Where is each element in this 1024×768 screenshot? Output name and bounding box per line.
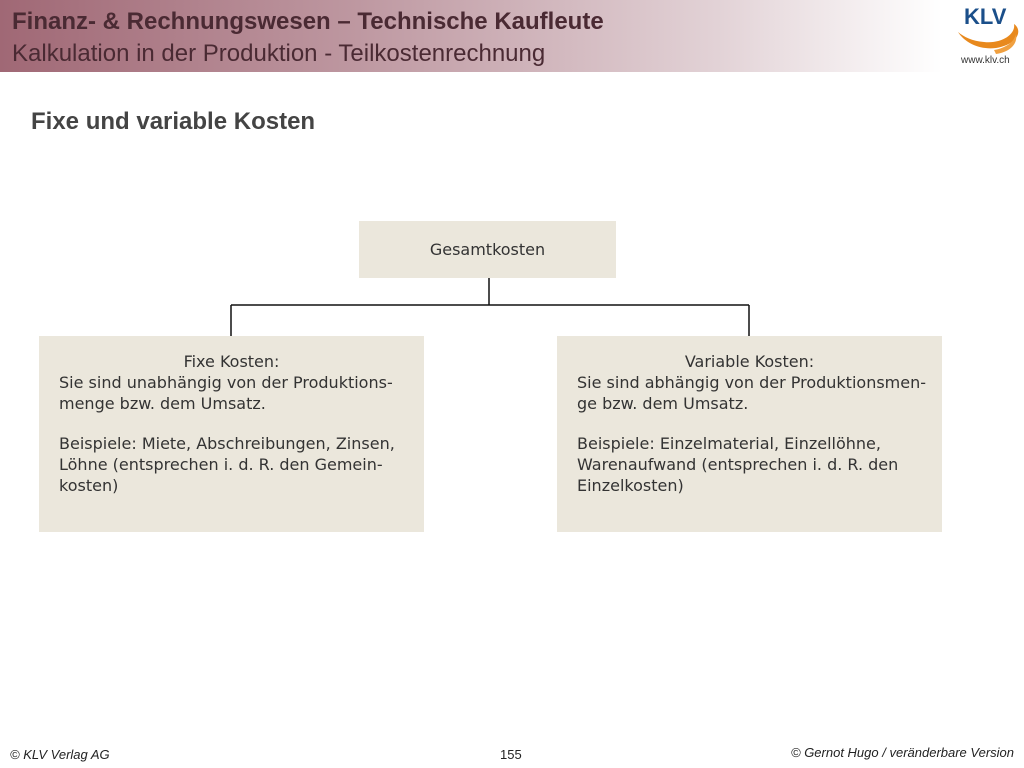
header-subtitle: Kalkulation in der Produktion - Teilkostenrechnung	[12, 40, 546, 67]
fixe-kosten-line: menge bzw. dem Umsatz.	[59, 394, 266, 413]
logo-url: www.klv.ch	[961, 55, 1010, 66]
variable-kosten-example-line: Warenaufwand (entsprechen i. d. R. den	[577, 455, 899, 474]
fixe-kosten-line: Sie sind unabhängig von der Produktions-	[59, 373, 393, 392]
variable-kosten-line: Sie sind abhängig von der Produktionsmen-	[577, 373, 927, 392]
variable-kosten-line: ge bzw. dem Umsatz.	[577, 394, 749, 413]
fixe-kosten-title: Fixe Kosten:	[183, 352, 280, 371]
slide-heading: Fixe und variable Kosten	[31, 108, 316, 135]
header-title: Finanz- & Rechnungswesen – Technische Kaufleute	[12, 8, 604, 35]
fixe-kosten-box	[39, 336, 424, 532]
footer-copyright: © KLV Verlag AG	[10, 747, 110, 762]
gesamtkosten-box	[359, 221, 616, 278]
footer-author: © Gernot Hugo / veränderbare Version	[791, 745, 1014, 760]
fixe-kosten-example-line: Beispiele: Miete, Abschreibungen, Zinsen,	[59, 434, 395, 453]
variable-kosten-box	[557, 336, 942, 532]
logo-text: KLV	[964, 4, 1007, 29]
fixe-kosten-example-line: Löhne (entsprechen i. d. R. den Gemein-	[59, 455, 383, 474]
variable-kosten-example-line: Einzelkosten)	[577, 476, 684, 495]
variable-kosten-example-line: Beispiele: Einzelmaterial, Einzellöhne,	[577, 434, 881, 453]
variable-kosten-title: Variable Kosten:	[684, 352, 815, 371]
gesamtkosten-label: Gesamtkosten	[429, 240, 546, 259]
fixe-kosten-example-line: kosten)	[59, 476, 119, 495]
page-number: 155	[500, 747, 522, 762]
